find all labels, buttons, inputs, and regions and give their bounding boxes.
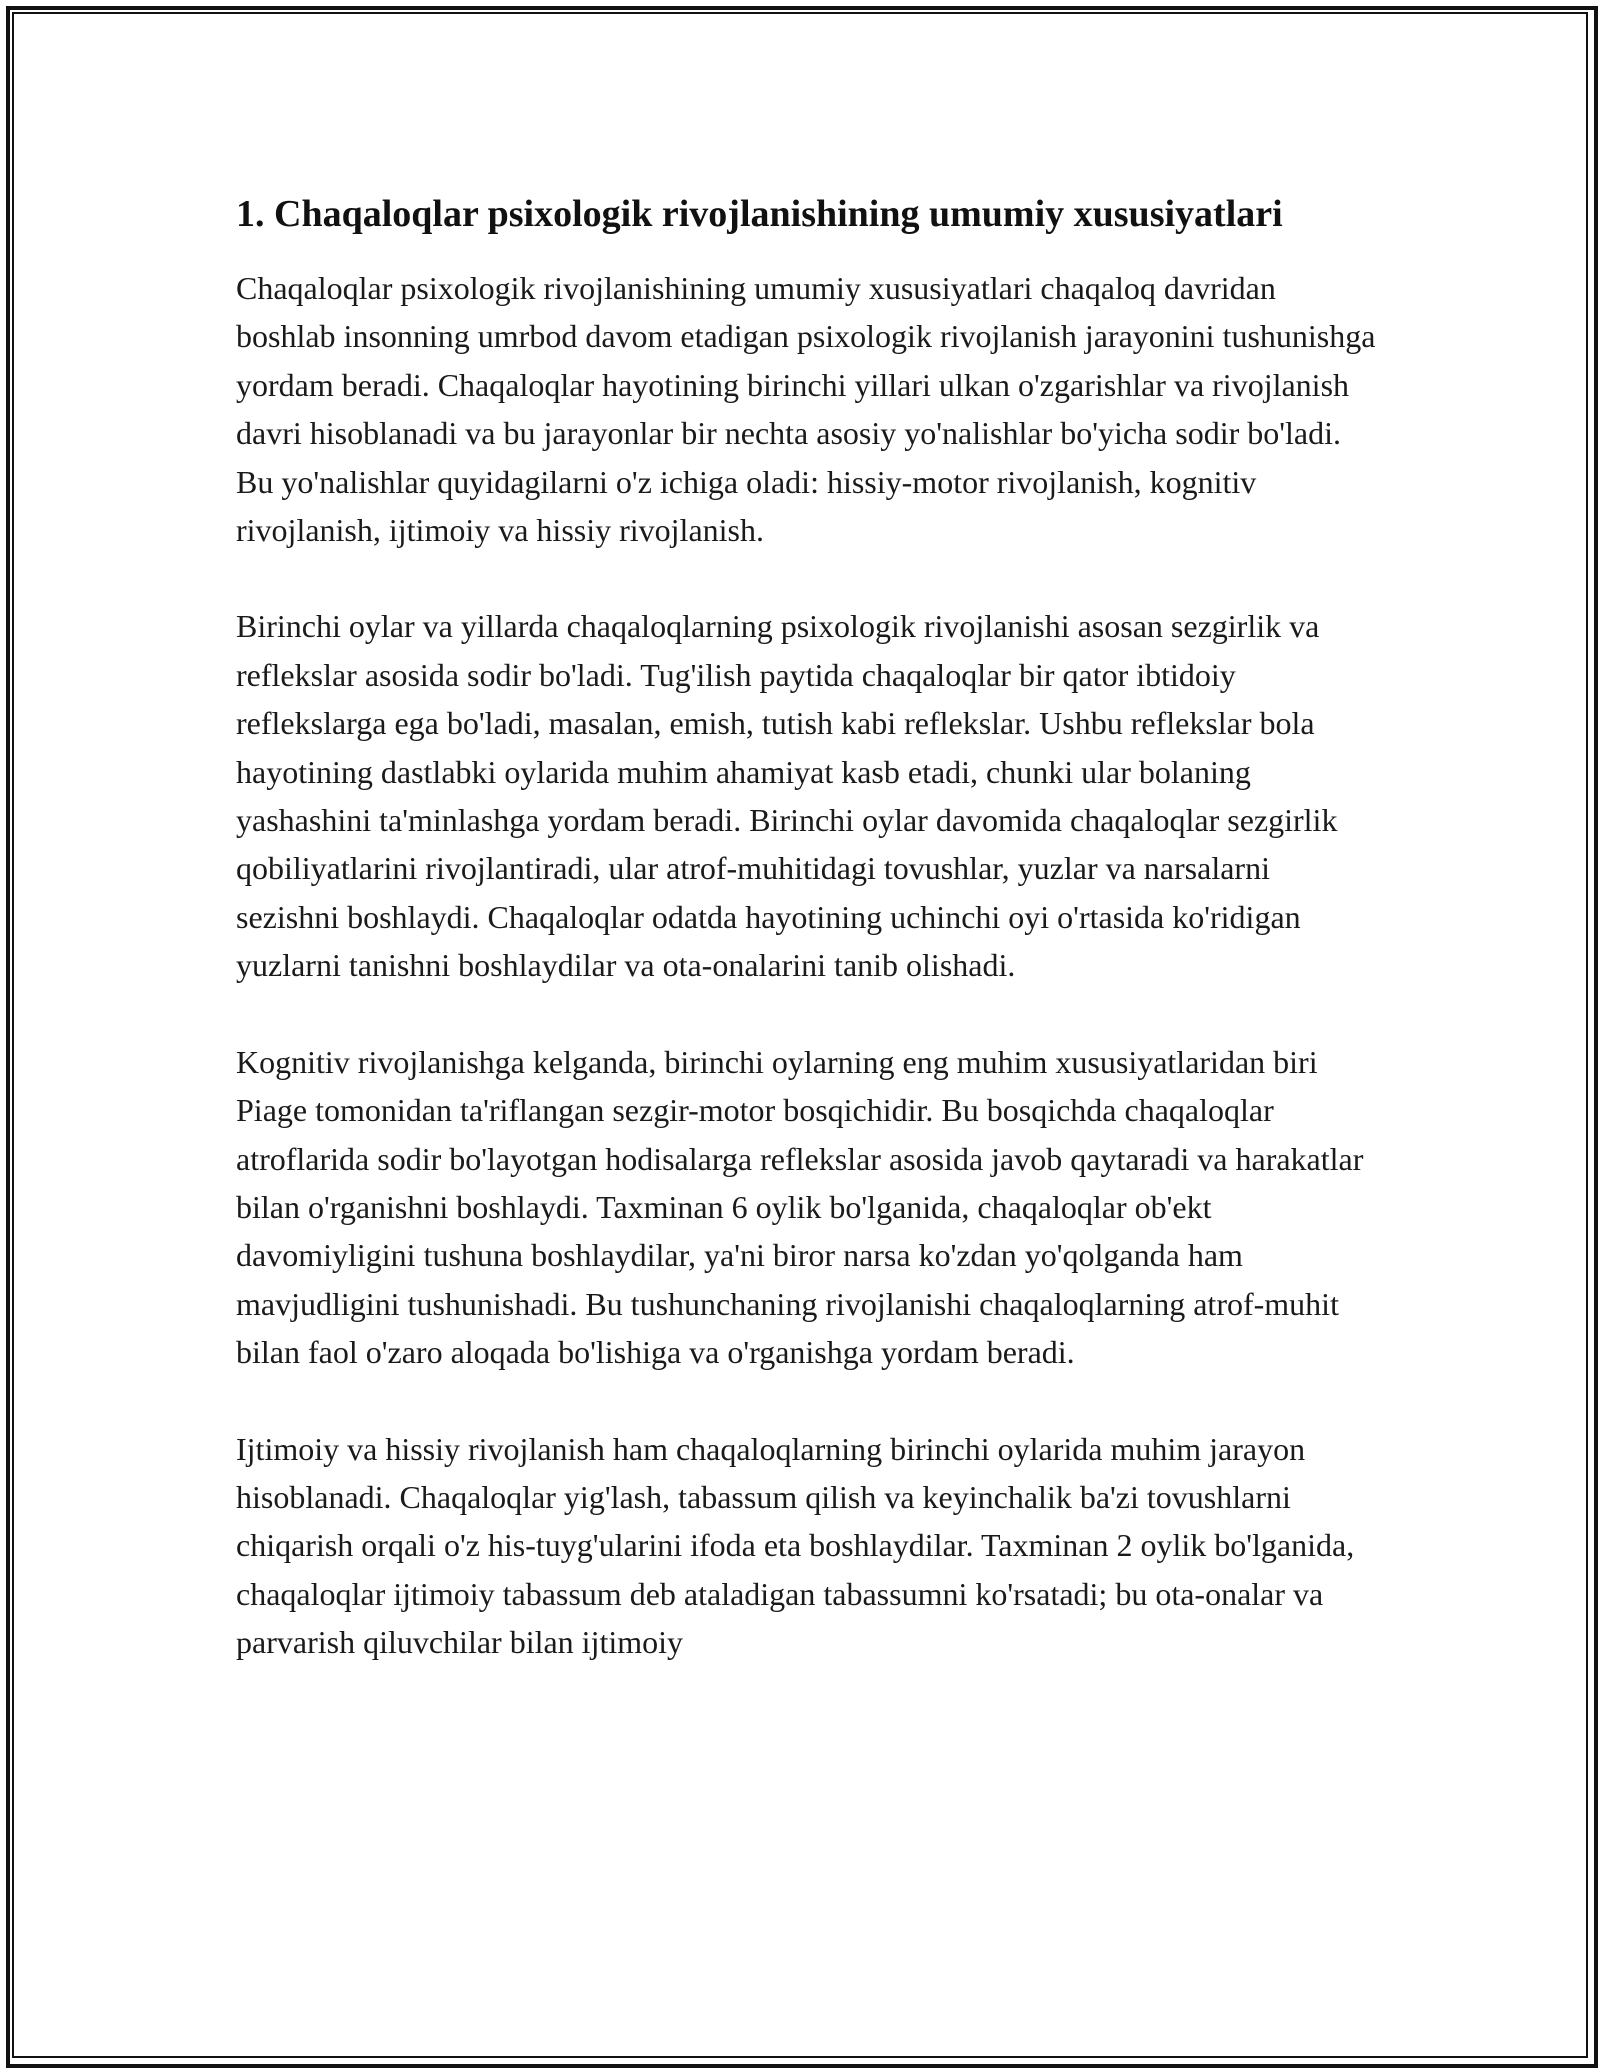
paragraph-cognitive: Kognitiv rivojlanishga kelganda, birinchi oylarning eng muhim xususiyatlaridan biri Piage tomonidan ta'riflangan sezgir-motor bosqichidir. Bu bosqichda chaqaloqlar atroflarida sodir bo'layotgan hodisalarga reflekslar asosida javob qaytaradi va harakatlar bilan o'rganishni boshlaydi. Taxminan 6 oylik bo'lganida, chaqaloqlar ob'ekt davomiyligini tushuna boshlaydilar, ya'ni biror narsa ko'zdan yo'qolganda ham mavjudligini tushunishadi. Bu tushunchaning rivojlanishi chaqaloqlarning atrof-muhit bilan faol o'zaro aloqada bo'lishiga va o'rganishga yordam beradi. bbox=[236, 1043, 1364, 1371]
paragraph-reflexes: Birinchi oylar va yillarda chaqaloqlarning psixologik rivojlanishi asosan sezgirlik va reflekslar asosida sodir bo'ladi. Tug'ilish paytida chaqaloqlar bir qator ibtidoiy reflekslarga ega bo'ladi, masalan, emish, tutish kabi reflekslar. Ushbu reflekslar bola hayotining dastlabki oylarida muhim ahamiyat kasb etadi, chunki ular bolaning yashashini ta'minlashga yordam beradi. Birinchi oylar davomida chaqaloqlar sezgirlik qobiliyatlarini rivojlantiradi, ular atrof-muhitidagi tovushlar, yuzlar va narsalarni sezishni boshlaydi. Chaqaloqlar odatda hayotining uchinchi oyi o'rtasida ko'ridigan yuzlarni tanishni boshlaydilar va ota-onalarini tanib olishadi. bbox=[236, 608, 1338, 984]
document-body bbox=[236, 186, 1376, 1715]
paragraph-intro: Chaqaloqlar psixologik rivojlanishining umumiy xususiyatlari chaqaloq davridan boshlab insonning umrbod davom etadigan psixologik rivojlanish jarayonini tushunishga yordam beradi. Chaqaloqlar hayotining birinchi yillari ulkan o'zgarishlar va rivojlanish davri hisoblanadi va bu jarayonlar bir nechta asosiy yo'nalishlar bo'yicha sodir bo'ladi. Bu yo'nalishlar quyidagilarni o'z ichiga oladi: hissiy-motor rivojlanish, kognitiv rivojlanish, ijtimoiy va hissiy rivojlanish. bbox=[236, 270, 1376, 549]
paragraph-social-emotional: Ijtimoiy va hissiy rivojlanish ham chaqaloqlarning birinchi oylarida muhim jarayon hisoblanadi. Chaqaloqlar yig'lash, tabassum qilish va keyinchalik ba'zi tovushlarni chiqarish orqali o'z his-tuyg'ularini ifoda eta boshlaydilar. Taxminan 2 oylik bo'lganida, chaqaloqlar ijtimoiy tabassum deb ataladigan tabassumni ko'rsatadi; bu ota-onalar va parvarish qiluvchilar bilan ijtimoiy bbox=[236, 1430, 1355, 1661]
section-heading: 1. Chaqaloqlar psixologik rivojlanishining umumiy xususiyatlari bbox=[236, 193, 1283, 235]
